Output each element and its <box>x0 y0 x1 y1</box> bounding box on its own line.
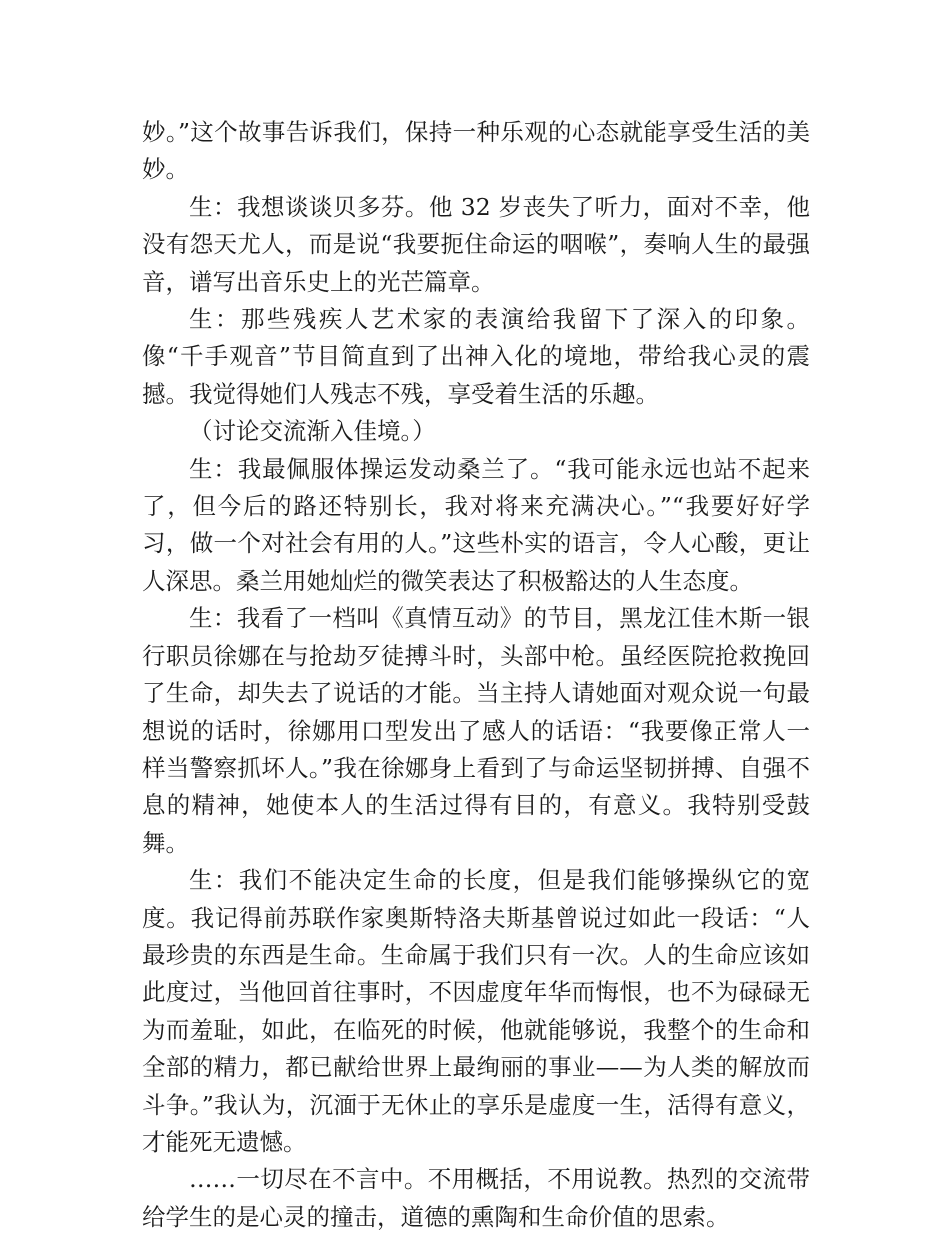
paragraph-2: 生：我想谈谈贝多芬。他 32 岁丧失了听力，面对不幸，他没有怨天尤人，而是说“我要扼住命运的咽喉”，奏响人生的最强音，谱写出音乐史上的光芒篇章。 <box>142 192 810 296</box>
paragraph-4: （讨论交流渐入佳境。） <box>189 417 436 446</box>
paragraph-3: 生：那些残疾人艺术家的表演给我留下了深入的印象。像“千手观音”节目简直到了出神入化的境地，带给我心灵的震撼。我觉得她们人残志不残，享受着生活的乐趣。 <box>142 305 810 408</box>
paragraph-1: 妙。”这个故事告诉我们，保持一种乐观的心态就能享受生活的美妙。 <box>142 118 810 184</box>
paragraph-6: 生：我看了一档叫《真情互动》的节目，黑龙江佳木斯一银行职员徐娜在与抢劫歹徒搏斗时，头部中枪。虽经医院抢救挽回了生命，却失去了说话的才能。当主持人请她面对观众说一句最想说的话时，徐娜用口型发出了感人的话语：“我要像正常人一样当警察抓坏人。”我在徐娜身上看到了与命运坚韧拼搏、自强不息的精神，她使本人的生活过得有目的，有意义。我特别受鼓舞。 <box>142 604 810 857</box>
paragraph-7: 生：我们不能决定生命的长度，但是我们能够操纵它的宽度。我记得前苏联作家奥斯特洛夫斯基曾说过如此一段话：“人最珍贵的东西是生命。生命属于我们只有一次。人的生命应该如此度过，当他回首往事时，不因虚度年华而悔恨，也不为碌碌无为而羞耻，如此，在临死的时候，他就能够说，我整个的生命和全部的精力，都已献给世界上最绚丽的事业——为人类的解放而斗争。”我认为，沉湎于无休止的享乐是虚度一生，活得有意义，才能死无遗憾。 <box>142 866 810 1156</box>
document-page <box>142 114 810 1236</box>
paragraph-5: 生：我最佩服体操运发动桑兰了。“我可能永远也站不起来了，但今后的路还特别长，我对将来充满决心。”“我要好好学习，做一个对社会有用的人。”这些朴实的语言，令人心酸，更让人深思。桑兰用她灿烂的微笑表达了积极豁达的人生态度。 <box>142 454 810 595</box>
paragraph-8: ……一切尽在不言中。不用概括，不用说教。热烈的交流带给学生的是心灵的撞击，道德的熏陶和生命价值的思索。 <box>142 1165 810 1231</box>
